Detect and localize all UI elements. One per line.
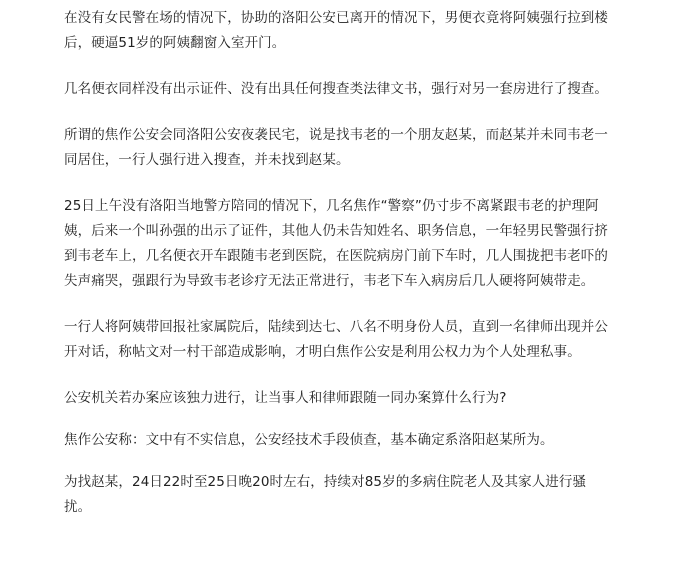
paragraph-6: 公安机关若办案应该独力进行，让当事人和律师跟随一同办案算什么行为? [64,390,507,406]
paragraph-7: 焦作公安称：文中有不实信息，公安经技术手段侦查，基本确定系洛阳赵某所为。 [64,432,554,448]
paragraph-8: 为找赵某，24日22时至25日晚20时左右，持续对85岁的多病住院老人及其家人进行骚扰。 [64,474,587,515]
paragraph-2: 几名便衣同样没有出示证件、没有出具任何搜查类法律文书，强行对另一套房进行了搜查。 [64,81,608,97]
paragraph-3: 所谓的焦作公安会同洛阳公安夜袭民宅，说是找韦老的一个朋友赵某，而赵某并未同韦老一同居住，一行人强行进入搜查，并未找到赵某。 [64,127,608,168]
paragraph-1: 在没有女民警在场的情况下，协助的洛阳公安已离开的情况下，男便衣竟将阿姨强行拉到楼后，硬逼51岁的阿姨翻窗入室开门。 [64,10,608,51]
paragraph-4: 25日上午没有洛阳当地警方陪同的情况下，几名焦作“警察”仍寸步不离紧跟韦老的护理阿姨，后来一个叫孙强的出示了证件，其他人仍未告知姓名、职务信息，一年轻男民警强行挤到韦老车上，几名便衣开车跟随韦老到医院，在医院病房门前下车时，几人围拢把韦老吓的失声痛哭，强跟行为导致韦老诊疗无法正常进行，韦老下车入病房后几人硬将阿姨带走。 [64,198,608,289]
paragraph-5: 一行人将阿姨带回报社家属院后，陆续到达七、八名不明身份人员，直到一名律师出现并公开对话，称帖文对一村干部造成影响，才明白焦作公安是利用公权力为个人处理私事。 [64,319,608,360]
article-body [64,6,612,520]
